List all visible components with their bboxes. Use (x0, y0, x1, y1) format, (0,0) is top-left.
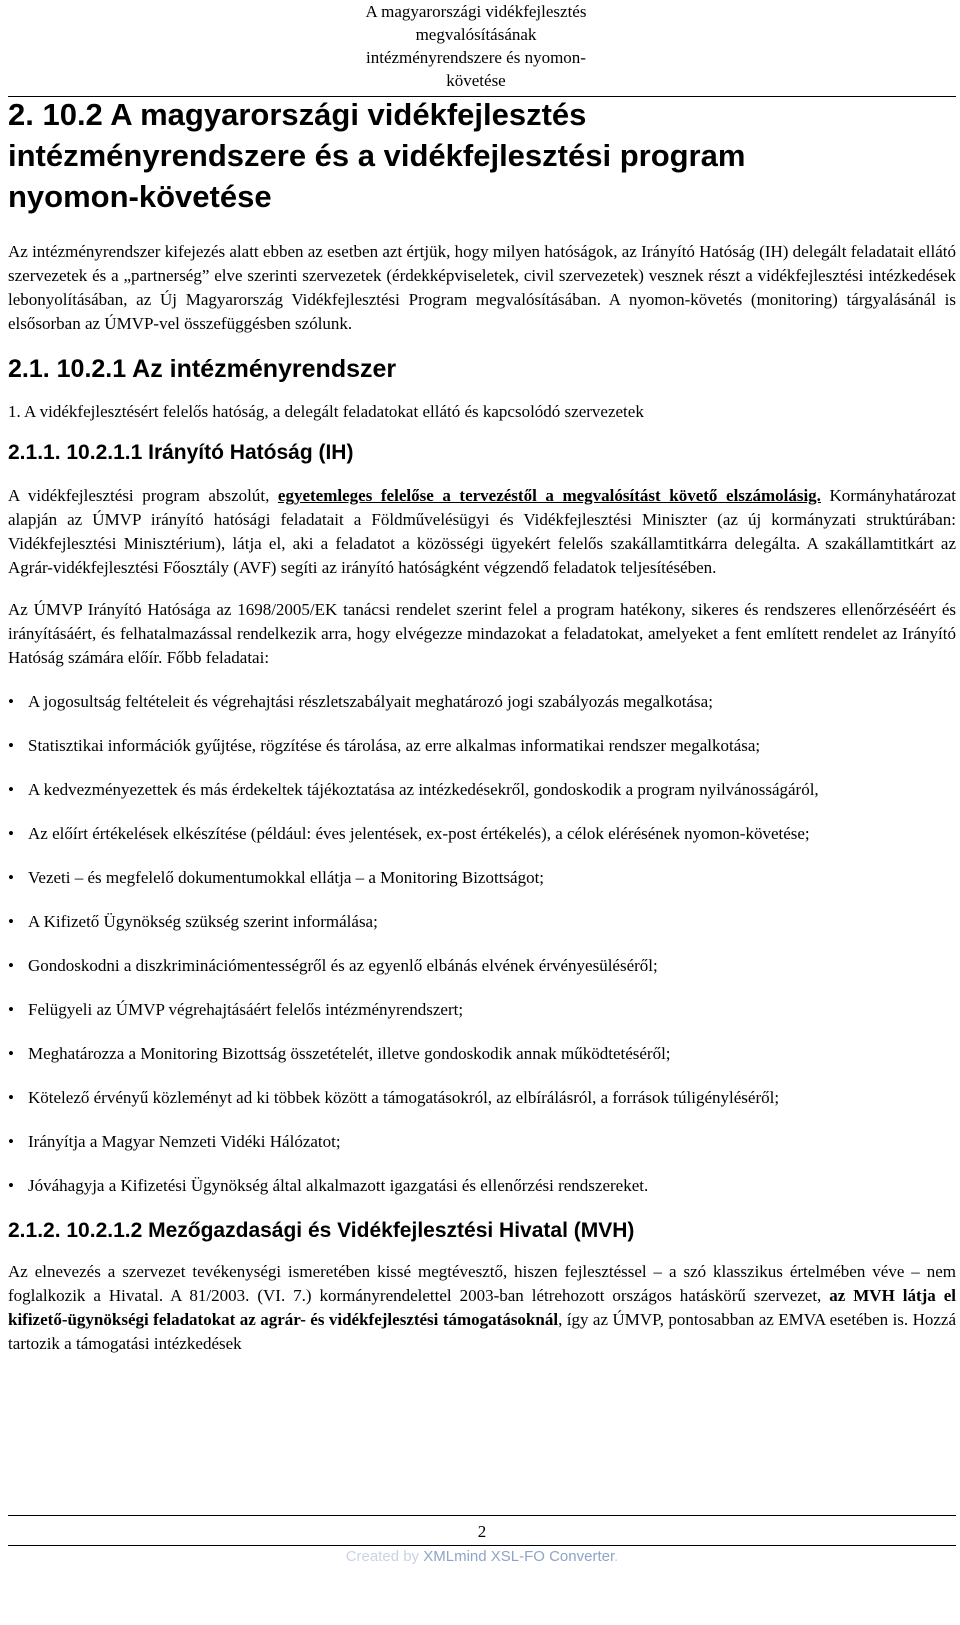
list-item: • Az előírt értékelések elkészítése (például: éves jelentések, ex-post értékelés), a célok elérésének nyomon-követése; (8, 822, 956, 846)
mvh-paragraph (8, 1260, 956, 1356)
chapter-heading-line: intézményrendszere és a vidékfejlesztési program (8, 138, 746, 173)
list-item: • Gondoskodni a diszkriminációmentességről és az egyenlő elbánás elvének érvényesüléséről; (8, 954, 956, 978)
ih-paragraph-2: Az ÚMVP Irányító Hatósága az 1698/2005/EK tanácsi rendelet szerint felel a program hatékony, sikeres és rendszeres ellenőrzéséért és irányításáért, és felhatalmazással rendelkezik arra, hogy elvégezze mindazokat a feladatokat, amelyeket a fent említett rendelet az Irányító Hatóság számára előír. Főbb feladatai: (8, 600, 956, 667)
mvh-paragraph-emphasis: az MVH látja el kifizető-ügynökségi feladatokat az agrár- és vidékfejlesztési támogatásoknál (8, 1286, 956, 1329)
list-item: • A Kifizető Ügynökség szükség szerint informálása; (8, 910, 956, 934)
running-header-line: megvalósításának (415, 25, 537, 44)
chapter-heading-line: nyomon-követése (8, 179, 272, 214)
converter-watermark (8, 1546, 956, 1568)
chapter-heading (8, 94, 956, 217)
running-header-line: A magyarországi vidékfejlesztés (365, 2, 587, 21)
running-header-line: követése (446, 71, 506, 90)
body-content (8, 240, 956, 1356)
page-number: 2 (477, 1522, 487, 1541)
list-item: • Jóváhagyja a Kifizetési Ügynökség által alkalmazott igazgatási és ellenőrzési rendszereket. (8, 1174, 956, 1198)
list-item: • Felügyeli az ÚMVP végrehajtásáért felelős intézményrendszert; (8, 998, 956, 1022)
section-heading-iranyito-hatosag: 2.1.1. 10.2.1.1 Irányító Hatóság (IH) (8, 441, 354, 464)
list-item: • Vezeti – és megfelelő dokumentumokkal ellátja – a Monitoring Bizottságot; (8, 866, 956, 890)
mvh-paragraph-text: Az elnevezés a szervezet tevékenységi ismeretében kissé megtévesztő, hiszen fejlesztéssel – a szó klasszikus értelmében véve – nem foglalkozik a Hivatal. A 81/2003. (VI. 7.) kormányrendelettel 2003-ban létrehozott országos hatáskörű szervezet, (8, 1262, 956, 1305)
document-page (8, 0, 956, 1625)
ih-paragraph-1-emphasis: egyetemleges felelőse a tervezéstől a megvalósítást követő elszámolásig. (277, 486, 821, 505)
list-item: • Statisztikai információk gyűjtése, rögzítése és tárolása, az erre alkalmas informatikai rendszer megalkotása; (8, 734, 956, 758)
mvh-paragraph-text-cont: , így az ÚMVP, pontosabban az EMVA esetében is. Hozzá tartozik a támogatási intézkedések (8, 1310, 956, 1353)
list-item: • Irányítja a Magyar Nemzeti Vidéki Hálózatot; (8, 1130, 956, 1154)
running-header-line: intézményrendszere és nyomon- (366, 48, 586, 67)
footer-divider (8, 1515, 956, 1516)
ih-task-list (8, 690, 956, 1198)
list-item: • A jogosultság feltételeit és végrehajtási részletszabályait meghatározó jogi szabályozás megalkotása; (8, 690, 956, 714)
watermark-brand: XMLmind XSL-FO Converter (423, 1548, 615, 1565)
watermark-prefix: Created by (345, 1548, 424, 1565)
list-item: • Meghatározza a Monitoring Bizottság összetételét, illetve gondoskodik annak működtetéséről; (8, 1042, 956, 1066)
chapter-heading-line: 2. 10.2 A magyarországi vidékfejlesztés (8, 97, 587, 132)
running-header (326, 0, 626, 92)
list-item: • A kedvezményezettek és más érdekeltek tájékoztatása az intézkedésekről, gondoskodik a program nyilvánosságáról, (8, 778, 956, 802)
numbered-item: 1. A vidékfejlesztésért felelős hatóság, a delegált feladatokat ellátó és kapcsolódó szervezetek (8, 402, 644, 421)
watermark-suffix: . (614, 1548, 619, 1565)
ih-paragraph-1-text: A vidékfejlesztési program abszolút, (8, 486, 278, 505)
intro-paragraph: Az intézményrendszer kifejezés alatt ebben az esetben azt értjük, hogy milyen hatóságok, az Irányító Hatóság (IH) delegált feladatait ellátó szervezetek és a „partnerség” elve szerinti szervezetek (érdekképviseletek, civil szervezetek) vesznek részt a vidékfejlesztési intézkedések lebonyolításában, az Új Magyarország Vidékfejlesztési Program megvalósításában. A nyomon-követés (monitoring) tárgyalásánál is elsősorban az ÚMVP-vel összefüggésben szólunk. (8, 242, 956, 333)
section-heading-intezmenyrendszer: 2.1. 10.2.1 Az intézményrendszer (8, 355, 397, 383)
section-heading-mvh: 2.1.2. 10.2.1.2 Mezőgazdasági és Vidékfejlesztési Hivatal (MVH) (8, 1219, 635, 1242)
list-item: • Kötelező érvényű közleményt ad ki többek között a támogatásokról, az elbírálásról, a források túligényléséről; (8, 1086, 956, 1110)
ih-paragraph-1 (8, 484, 956, 580)
ih-paragraph-1-text-cont: Kormányhatározat alapján az ÚMVP irányító hatósági feladatait a Földművelésügyi és Vidékfejlesztési Miniszter (az új kormányzati struktúrában: Vidékfejlesztési Minisztérium), látja el, aki a feladatot a közösségi ügyekért felelős szakállamtitkárra delegálta. A szakállamtitkárt az Agrár-vidékfejlesztési Főosztály (AVF) segíti az irányító hatóságként végzendő feladatok teljesítésében. (8, 486, 957, 577)
